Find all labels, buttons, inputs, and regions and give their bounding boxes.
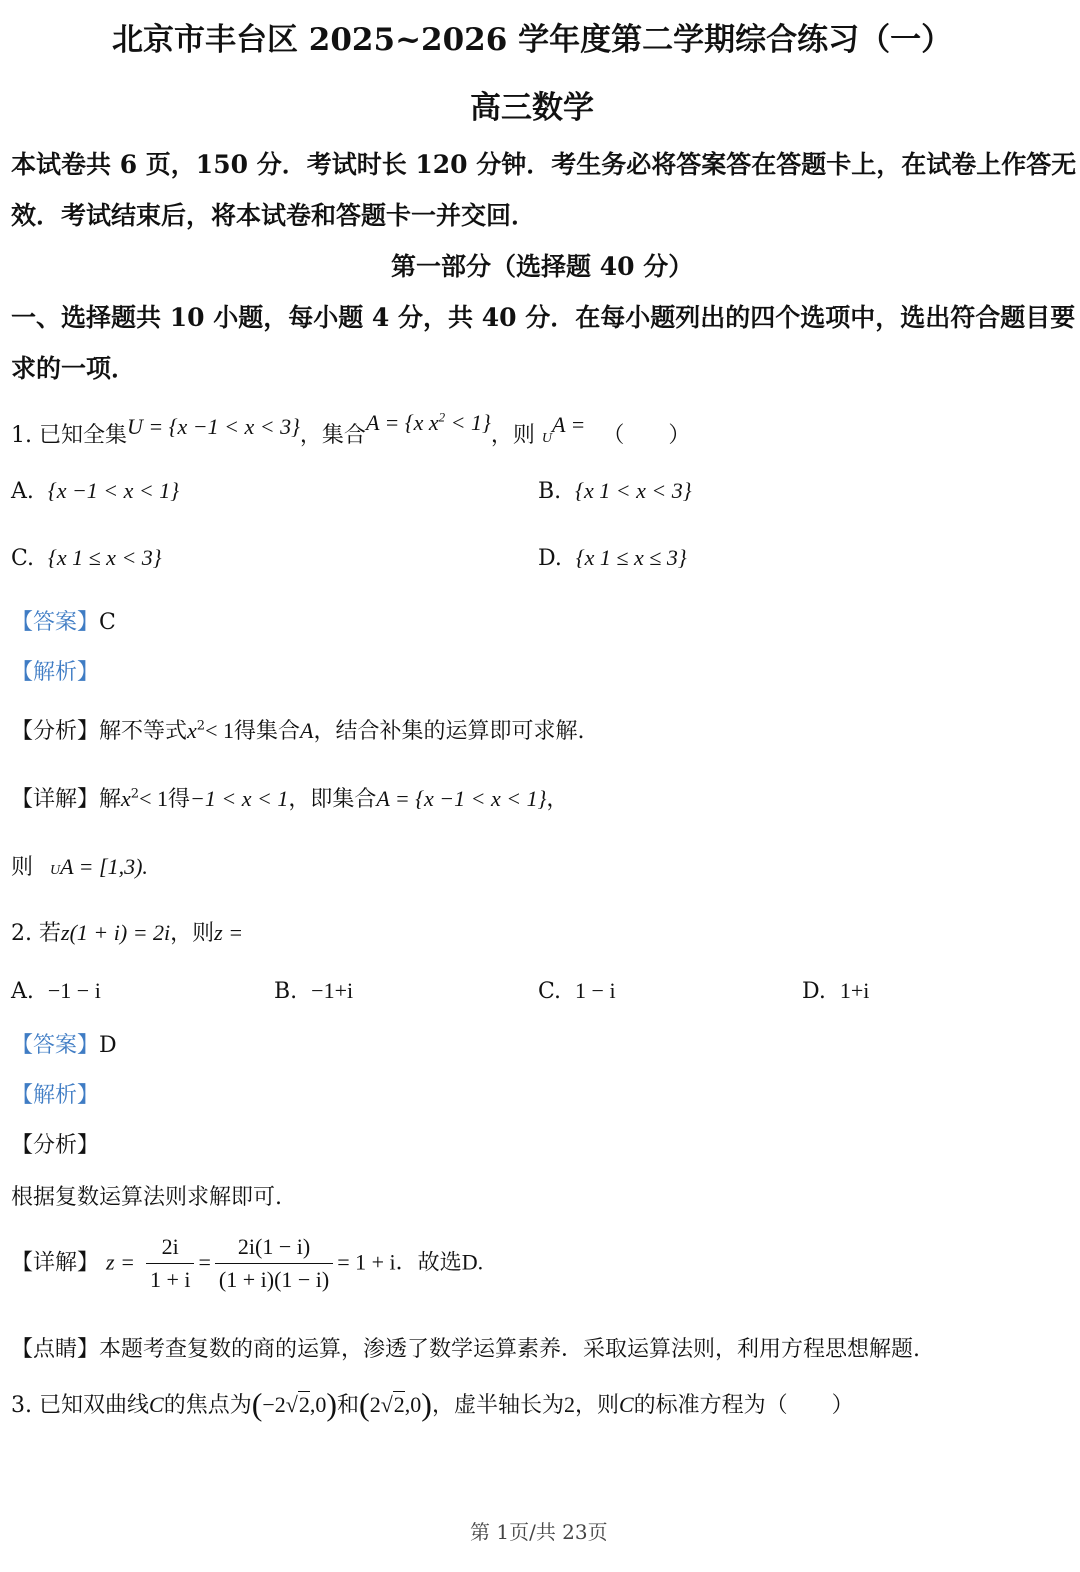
equation-z: z = [214, 920, 244, 945]
sqrt-sign: √ [380, 1392, 393, 1417]
stem-text: 的焦点为 [163, 1393, 252, 1418]
range: −1 < x < 1 [190, 786, 289, 811]
option-b [274, 978, 353, 1004]
option-value: 1 − i [575, 978, 616, 1003]
radicand: 2 [298, 1392, 310, 1417]
stem-text: ，则 [574, 1393, 619, 1418]
detail-text: 得 [168, 787, 191, 812]
fraction-1 [146, 1234, 195, 1293]
detail-text: ，即集合 [288, 787, 377, 812]
number: 2 [563, 1392, 575, 1417]
detail-text: ， [546, 787, 569, 812]
section-instructions-1: 一、选择题共 10 小题，每小题 4 分，共 40 分．在每小题列出的四个选项中，选出符合题目要 [11, 303, 1076, 332]
complement-result: A = [1,3). [60, 854, 148, 879]
section-instructions-2: 求的一项． [11, 354, 137, 383]
comment-line [11, 1332, 920, 1363]
jiexi-tag: 【解析】 [11, 1083, 100, 1108]
question-3-stem [11, 1386, 854, 1423]
analysis-text: 得集合 [234, 719, 301, 744]
option-label: B. [274, 979, 298, 1004]
answer-tag: 【答案】 [11, 610, 100, 635]
jiexi-tag: 【解析】 [11, 660, 100, 685]
set-a-tail: < 1} [450, 410, 491, 435]
option-label: A. [11, 979, 34, 1004]
analysis-text: 根据复数运算法则求解即可. [11, 1185, 282, 1210]
question-number: 1. [11, 423, 32, 448]
math-c: C [149, 1392, 164, 1417]
denominator: 1 + i [149, 1267, 191, 1292]
set-a-result: A = {x −1 < x < 1} [376, 786, 547, 811]
detail-line [11, 1234, 483, 1293]
conclusion-line [11, 850, 148, 881]
option-value: {x 1 ≤ x ≤ 3} [575, 545, 687, 570]
numerator: 2i(1 − i) [215, 1234, 333, 1264]
subject-title: 高三数学 [470, 90, 594, 126]
fraction-2 [215, 1234, 333, 1293]
option-value: {x 1 < x < 3} [575, 478, 692, 503]
detail-text: 解 [99, 787, 122, 812]
coef: 2 [369, 1392, 381, 1417]
option-value: {x 1 ≤ x < 3} [48, 545, 162, 570]
option-c [538, 978, 616, 1004]
equation-z: z = [106, 1249, 135, 1275]
coord-tail: ,0 [404, 1392, 422, 1417]
radicand: 2 [393, 1392, 405, 1417]
question-number: 3. [11, 1393, 32, 1418]
paren-left: ( [359, 1386, 370, 1422]
stem-text: ，则 [170, 921, 215, 946]
answer-value: D [99, 1033, 117, 1058]
set-a [366, 410, 491, 435]
comment-tag: 【点睛】 [11, 1337, 100, 1362]
inequality: < 1 [139, 786, 168, 811]
stem-text: ，则 [490, 423, 535, 448]
math-a: A [300, 718, 314, 743]
option-a [11, 978, 101, 1004]
set-a-body: A = {x x [365, 410, 439, 435]
answer-line [11, 1028, 117, 1059]
complement-subscript: U [541, 431, 552, 446]
sqrt-sign: √ [285, 1392, 298, 1417]
math-x: x [121, 786, 131, 811]
stem-text: ，集合 [299, 423, 366, 448]
exponent: 2 [196, 718, 206, 734]
stem-text: 已知全集 [39, 423, 128, 448]
question-1-stem [11, 409, 691, 449]
stem-text: 的标准方程为（ ） [633, 1393, 854, 1418]
option-label: D. [538, 546, 562, 571]
intro-line-2: 效．考试结束后，将本试卷和答题卡一并交回． [11, 201, 537, 230]
answer-tag: 【答案】 [11, 1033, 100, 1058]
option-b [538, 478, 692, 504]
stem-text: ，虚半轴长为 [431, 1393, 564, 1418]
choose-text: ．故选 [395, 1250, 462, 1276]
answer-line [11, 605, 116, 636]
detail-line [11, 782, 568, 813]
option-value: −1 − i [47, 978, 101, 1003]
inequality: < 1 [205, 718, 234, 743]
numerator: 2i [146, 1234, 195, 1264]
math-x: x [187, 718, 197, 743]
coef: −2 [262, 1392, 286, 1417]
option-value: −1+i [311, 978, 354, 1003]
exponent: 2 [130, 786, 140, 802]
stem-text: 和 [337, 1393, 360, 1418]
answer-value: C [99, 610, 116, 635]
option-d [538, 545, 687, 571]
math-c: C [618, 1392, 634, 1417]
equals-sign: = [198, 1249, 211, 1275]
coord-tail: ,0 [309, 1392, 327, 1417]
option-label: A. [11, 479, 34, 504]
paren-right: ) [326, 1386, 338, 1422]
analysis-tag: 【分析】 [11, 719, 100, 744]
option-c [11, 545, 162, 571]
exam-title: 北京市丰台区 2025~2026 学年度第二学期综合练习（一） [112, 22, 953, 58]
answer-paren: （ ） [602, 423, 691, 448]
option-value: 1+i [839, 978, 870, 1003]
part-heading: 第一部分（选择题 40 分） [391, 252, 694, 281]
option-d [802, 978, 869, 1004]
equation: z(1 + i) = 2i [61, 920, 171, 945]
universal-set: U = {x −1 < x < 3} [127, 414, 300, 439]
option-label: B. [538, 479, 562, 504]
paren-left: ( [251, 1386, 263, 1422]
analysis-text: 解不等式 [99, 719, 188, 744]
intro-line-1: 本试卷共 6 页，150 分．考试时长 120 分钟．考生务必将答案答在答题卡上，在试卷上作答无 [11, 150, 1077, 179]
detail-tag: 【详解】 [11, 1250, 100, 1276]
option-label: C. [11, 546, 35, 571]
conclusion-text: 则 [11, 855, 34, 880]
exponent: 2 [438, 409, 446, 425]
option-label: C. [538, 979, 562, 1004]
analysis-line [11, 714, 584, 745]
stem-text: 若 [39, 921, 62, 946]
option-value: {x −1 < x < 1} [47, 478, 180, 503]
question-number: 2. [11, 921, 32, 946]
stem-text: 已知双曲线 [39, 1393, 150, 1418]
analysis-text: ，结合补集的运算即可求解. [313, 719, 585, 744]
page-footer: 第 1页/共 23页 [470, 1520, 608, 1544]
detail-tag: 【详解】 [11, 787, 100, 812]
denominator: (1 + i)(1 − i) [218, 1267, 330, 1292]
option-label: D. [802, 979, 826, 1004]
complement-a: A = [551, 412, 586, 437]
choose-value: D. [461, 1249, 484, 1275]
question-2-stem [11, 916, 243, 947]
result: = 1 + i [337, 1249, 396, 1275]
comment-text: 本题考查复数的商的运算，渗透了数学运算素养．采取运算法则，利用方程思想解题. [99, 1337, 921, 1362]
complement-subscript: U [50, 863, 61, 878]
paren-right: ) [421, 1386, 432, 1422]
option-a [11, 478, 179, 504]
analysis-tag: 【分析】 [11, 1133, 100, 1158]
